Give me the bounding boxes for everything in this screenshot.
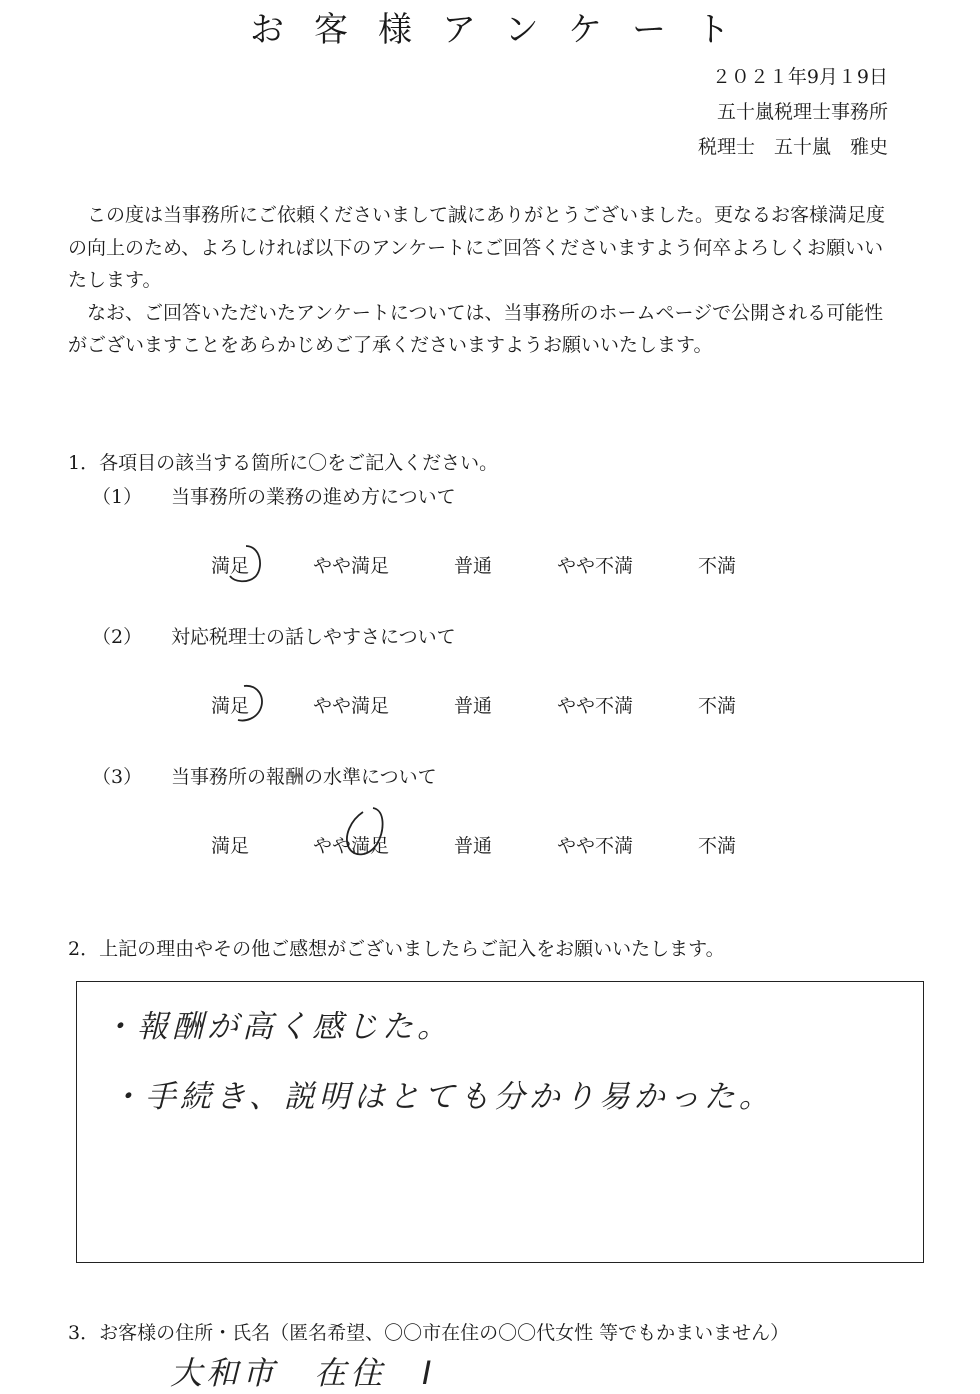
option-somewhat-dissatisfied: やや不満 bbox=[557, 555, 634, 577]
option-somewhat-satisfied: やや満足 bbox=[313, 835, 390, 857]
option-somewhat-satisfied: やや満足 bbox=[313, 555, 390, 577]
option-neutral: 普通 bbox=[454, 695, 493, 717]
date-text: ２０２１年9月１9日 bbox=[711, 66, 888, 88]
handwritten-comment-line-2: ・手続き、説明はとても分かり易かった。 bbox=[110, 1079, 774, 1115]
handwritten-address: 大和市 在住 I bbox=[170, 1354, 436, 1392]
option-satisfied: 満足 bbox=[211, 555, 250, 577]
intro-text bbox=[68, 199, 898, 362]
selection-circle-2 bbox=[218, 680, 268, 726]
option-somewhat-dissatisfied: やや不満 bbox=[557, 695, 634, 717]
selection-circle-3 bbox=[333, 800, 393, 864]
question-1-1-number: （1） bbox=[92, 486, 143, 508]
option-dissatisfied: 不満 bbox=[698, 555, 737, 577]
question-2-label: 2．上記の理由やその他ご感想がございましたらご記入をお願いいたします。 bbox=[68, 938, 725, 960]
intro-paragraph-2: なお、ご回答いただいたアンケートについては、当事務所のホームページで公開される可能性がございますことをあらかじめご了承くださいますようお願いいたします。 bbox=[68, 301, 884, 356]
option-neutral: 普通 bbox=[454, 835, 493, 857]
question-1-2-label: 対応税理士の話しやすさについて bbox=[171, 626, 456, 648]
option-satisfied: 満足 bbox=[211, 695, 250, 717]
page-title: お客様アンケート bbox=[250, 10, 760, 50]
option-somewhat-satisfied: やや満足 bbox=[313, 695, 390, 717]
question-1-label: 1．各項目の該当する箇所に〇をご記入ください。 bbox=[68, 452, 499, 474]
question-1-1-label: 当事務所の業務の進め方について bbox=[171, 486, 456, 508]
selection-circle-1 bbox=[216, 540, 266, 586]
option-dissatisfied: 不満 bbox=[698, 695, 737, 717]
question-1-3-number: （3） bbox=[92, 766, 143, 788]
option-satisfied: 満足 bbox=[211, 835, 250, 857]
office-name: 五十嵐税理士事務所 bbox=[716, 101, 888, 123]
question-1-2-number: （2） bbox=[92, 626, 143, 648]
option-dissatisfied: 不満 bbox=[698, 835, 737, 857]
option-neutral: 普通 bbox=[454, 555, 493, 577]
tax-accountant-name: 税理士 五十嵐 雅史 bbox=[697, 136, 888, 158]
handwritten-comment-line-1: ・報酬が高く感じた。 bbox=[102, 1009, 452, 1045]
question-3-label: 3．お客様の住所・氏名（匿名希望、〇〇市在住の〇〇代女性 等でもかまいません） bbox=[68, 1322, 790, 1344]
question-1-3-label: 当事務所の報酬の水準について bbox=[171, 766, 437, 788]
intro-paragraph-1: この度は当事務所にご依頼くださいまして誠にありがとうございました。更なるお客様満足度の向上のため、よろしければ以下のアンケートにご回答くださいますよう何卒よろしくお願いいたします。 bbox=[68, 204, 886, 291]
option-somewhat-dissatisfied: やや不満 bbox=[557, 835, 634, 857]
